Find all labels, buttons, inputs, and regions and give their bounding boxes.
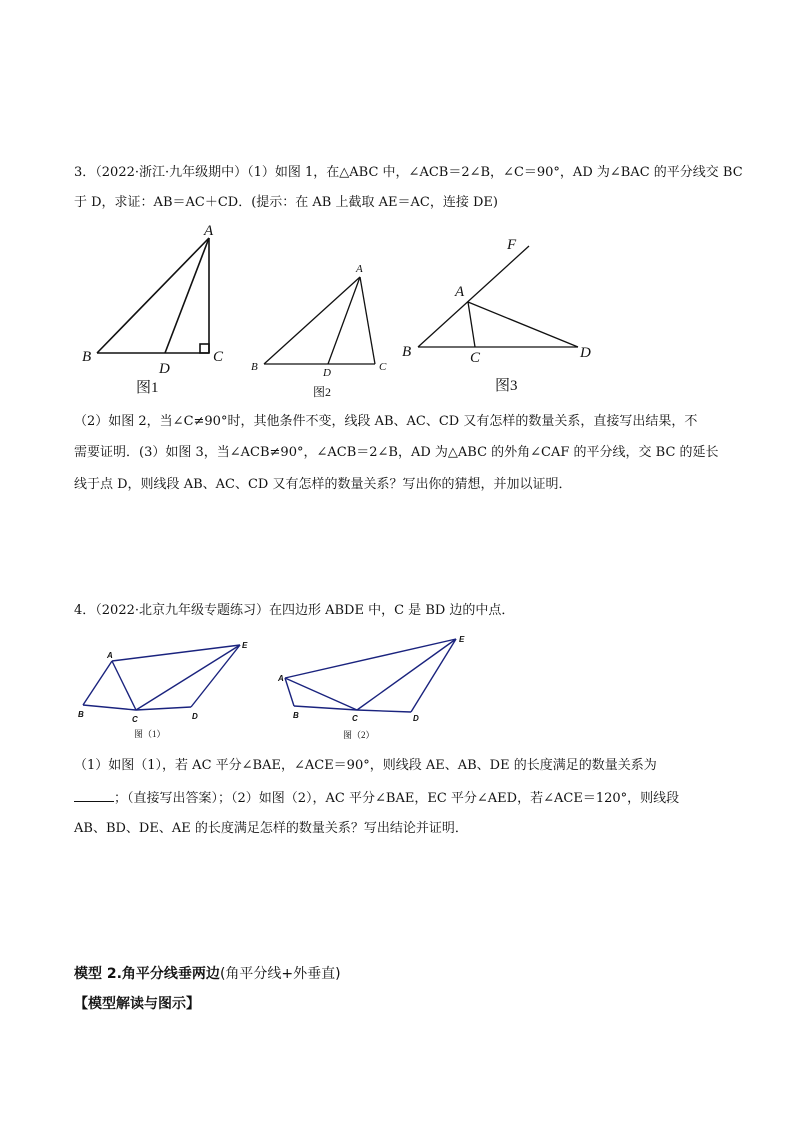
fig4a-label-D: D: [192, 712, 198, 721]
figure-2: [245, 258, 395, 403]
fig3-label-A: A: [455, 284, 465, 300]
fig4b-segment-CD: [357, 710, 411, 712]
model2-subtitle: 【模型解读与图示】: [74, 996, 200, 1012]
fig4a-label-B: B: [78, 710, 84, 719]
fig1-caption: 图1: [136, 380, 159, 396]
fig3-caption: 图3: [495, 378, 518, 394]
fig2-segment-AB: [264, 277, 360, 364]
fig4a-segment-CE: [136, 645, 240, 710]
fig4b-segment-AB: [285, 678, 294, 706]
problem3-line1: 3．（2022·浙江·九年级期中）（1）如图 1，在△ABC 中，∠ACB＝2∠B，∠C＝90°，AD 为∠BAC 的平分线交 BC: [74, 165, 743, 180]
problem3-line5: 线于点 D，则线段 AB、AC、CD 又有怎样的数量关系？写出你的猜想，并加以证明．: [74, 477, 572, 492]
problem3-line3: （2）如图 2，当∠C≠90°时，其他条件不变，线段 AB、AC、CD 又有怎样的数量关系，直接写出结果，不: [74, 414, 698, 429]
fig2-label-A: A: [356, 263, 363, 275]
fig3-segment-AD: [468, 302, 578, 347]
fig3-label-B: B: [402, 344, 412, 360]
fig1-label-B: B: [82, 349, 92, 365]
fig4b-segment-AE: [285, 639, 456, 678]
fig4a-segment-AE: [112, 645, 240, 661]
problem3-line2: 于 D，求证：AB＝AC＋CD．(提示：在 AB 上截取 AE＝AC，连接 DE): [74, 195, 498, 210]
fig2-caption: 图2: [313, 385, 332, 399]
problem4-line1: 4．（2022·北京九年级专题练习）在四边形 ABDE 中，C 是 BD 边的中点．: [74, 603, 515, 618]
figure-4-2: [275, 630, 480, 745]
problem4-line4: AB、BD、DE、AE 的长度满足怎样的数量关系？写出结论并证明．: [74, 821, 468, 836]
fig2-label-B: B: [251, 361, 258, 373]
fig4b-label-A: A: [278, 674, 284, 683]
fig1-label-A: A: [204, 223, 214, 239]
fig4a-segment-BC: [83, 705, 136, 710]
model2-title: [74, 965, 341, 983]
fig4a-caption: 图（1）: [134, 729, 166, 739]
fig2-segment-AC: [360, 277, 375, 364]
problem4-line3-text: ；（直接写出答案）；（2）如图（2），AC 平分∠BAE，EC 平分∠AED，若∠ACE＝120°，则线段: [114, 791, 680, 806]
fig1-label-C: C: [213, 349, 224, 365]
model2-title-rest: (角平分线+外垂直): [219, 966, 341, 982]
fig4a-segment-DE: [191, 645, 240, 707]
fig3-label-D: D: [580, 345, 591, 361]
answer-blank[interactable]: [74, 789, 114, 802]
fig4b-label-C: C: [352, 714, 358, 723]
fig1-segment-AD: [165, 238, 209, 353]
fig4b-caption: 图（2）: [343, 730, 375, 740]
fig4b-label-B: B: [293, 711, 299, 720]
fig4a-label-E: E: [242, 641, 248, 650]
fig1-segment-AB: [97, 238, 209, 353]
figure-1: [78, 222, 238, 402]
fig2-segment-AD: [328, 277, 360, 364]
fig4a-label-C: C: [132, 715, 138, 724]
fig1-label-D: D: [159, 361, 170, 377]
fig1-right-angle-mark: [200, 344, 209, 353]
fig2-label-D: D: [323, 367, 331, 379]
fig4a-segment-CD: [136, 707, 191, 710]
fig4b-segment-DE: [411, 639, 456, 712]
fig3-label-C: C: [470, 350, 481, 366]
problem3-line4: 需要证明．(3）如图 3，当∠ACB≠90°，∠ACB＝2∠B，AD 为△ABC 的外角∠CAF 的平分线，交 BC 的延长: [74, 445, 719, 460]
fig4b-segment-AC: [285, 678, 357, 710]
fig3-segment-AC: [468, 302, 475, 347]
fig4a-segment-AB: [83, 661, 112, 705]
fig3-ray-BF: [418, 246, 529, 347]
fig4b-segment-BC: [294, 706, 357, 710]
fig3-label-F: F: [507, 237, 517, 253]
model2-title-bold: 模型 2.角平分线垂两边: [74, 966, 220, 982]
problem4-line2: （1）如图（1），若 AC 平分∠BAE，∠ACE＝90°，则线段 AE、AB、DE 的长度满足的数量关系为: [74, 758, 657, 773]
figure-3: [400, 232, 605, 402]
fig4b-label-D: D: [413, 714, 419, 723]
problem4-line3: [74, 789, 679, 808]
figure-4-1: [74, 636, 264, 746]
fig4b-label-E: E: [459, 635, 465, 644]
fig4a-label-A: A: [107, 651, 113, 660]
fig2-label-C: C: [379, 361, 387, 373]
fig4a-segment-AC: [112, 661, 136, 710]
